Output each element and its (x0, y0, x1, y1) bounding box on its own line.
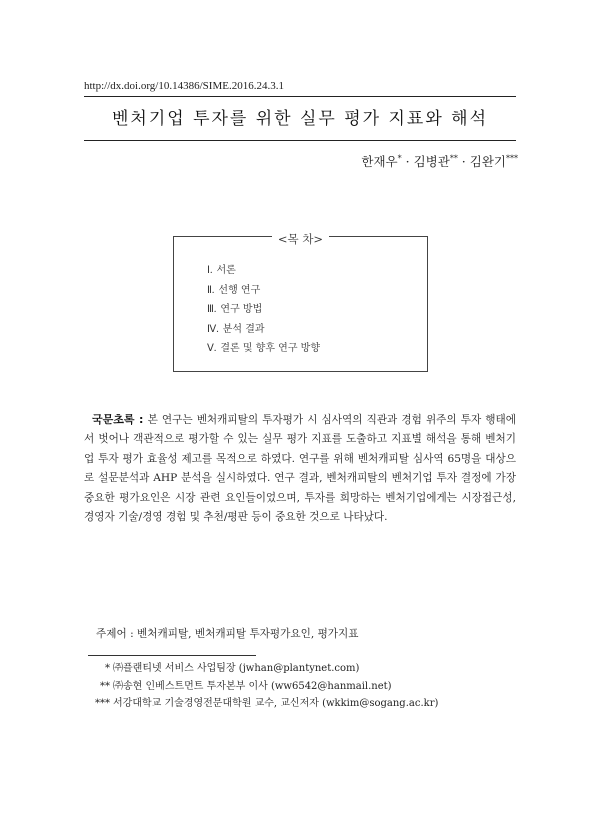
table-of-contents (173, 232, 428, 372)
keywords: 주제어 : 벤처캐피탈, 벤처캐피탈 투자평가요인, 평가지표 (96, 628, 359, 640)
author-name: 한재우 (361, 154, 398, 169)
author-separator: · (461, 154, 466, 169)
author-separator: · (405, 154, 410, 169)
footnote-rule (88, 655, 256, 656)
footnote (84, 695, 438, 713)
footnote-text: 서강대학교 기술경영전문대학원 교수, 교신저자 (wkkim@sogang.ac.kr) (113, 698, 439, 709)
author-name: 김완기 (469, 154, 506, 169)
toc-item-number: Ⅴ. (207, 343, 217, 354)
footnote-mark: *** (95, 698, 110, 709)
toc-item (207, 339, 320, 359)
toc-item-number: Ⅰ. (207, 265, 213, 276)
header-rule-bottom (84, 140, 516, 141)
toc-item-label: 연구 방법 (220, 304, 263, 315)
toc-item (207, 300, 320, 320)
toc-item (207, 320, 320, 340)
author-name: 김병관 (413, 154, 450, 169)
paper-title: 벤처기업 투자를 위한 실무 평가 지표와 해석 (111, 109, 489, 129)
doi-link[interactable]: http://dx.doi.org/10.14386/SIME.2016.24.3.1 (84, 80, 284, 92)
footnote-mark: * (105, 663, 110, 674)
toc-item-label: 분석 결과 (222, 323, 265, 335)
footnote-text: ㈜송현 인베스트먼트 투자본부 이사 (ww6542@hanmail.net) (113, 680, 392, 692)
toc-item-label: 서론 (216, 265, 236, 276)
footnote (84, 678, 438, 696)
toc-list (207, 261, 320, 359)
toc-item-number: Ⅳ. (207, 323, 219, 335)
footnote-text: ㈜플랜티넷 서비스 사업팀장 (jwhan@plantynet.com) (113, 663, 360, 674)
author-mark: *** (506, 154, 518, 163)
toc-item-label: 결론 및 향후 연구 방향 (220, 343, 320, 354)
toc-heading: <목 차> (272, 232, 329, 246)
footnotes (84, 660, 438, 713)
toc-item (207, 261, 320, 281)
abstract-label: 국문초록 : (92, 413, 144, 426)
author-mark: * (397, 154, 402, 163)
footnote-mark: ** (100, 680, 110, 692)
toc-item-label: 선행 연구 (218, 284, 261, 296)
author-list (361, 152, 518, 170)
toc-item (207, 281, 320, 301)
abstract (84, 410, 516, 527)
author-mark: ** (449, 154, 458, 163)
abstract-text: 본 연구는 벤처캐피탈의 투자평가 시 심사역의 직관과 경험 위주의 투자 행태에서 벗어나 객관적으로 평가할 수 있는 실무 평가 지표를 도출하고 지표별 해석을 통해 벤처기업 투자 평가 효율성 제고를 목적으로 하였다. 연구를 위해 벤처캐피탈 심사역 65명을 대상으로 설문분석과 AHP 분석을 실시하였다. 연구 결과, 벤처캐피탈의 벤처기업 투자 결정에 가장 중요한 평가요인은 시장 관련 요인들이었으며, 투자를 희망하는 벤처기업에게는 시장접근성, 경영자 기술/경영 경험 및 추천/평판 등이 중요한 것으로 나타났다. (84, 414, 517, 524)
header-rule-top (84, 96, 516, 97)
footnote (84, 660, 438, 678)
toc-item-number: Ⅱ. (207, 284, 215, 296)
toc-item-number: Ⅲ. (207, 304, 217, 315)
